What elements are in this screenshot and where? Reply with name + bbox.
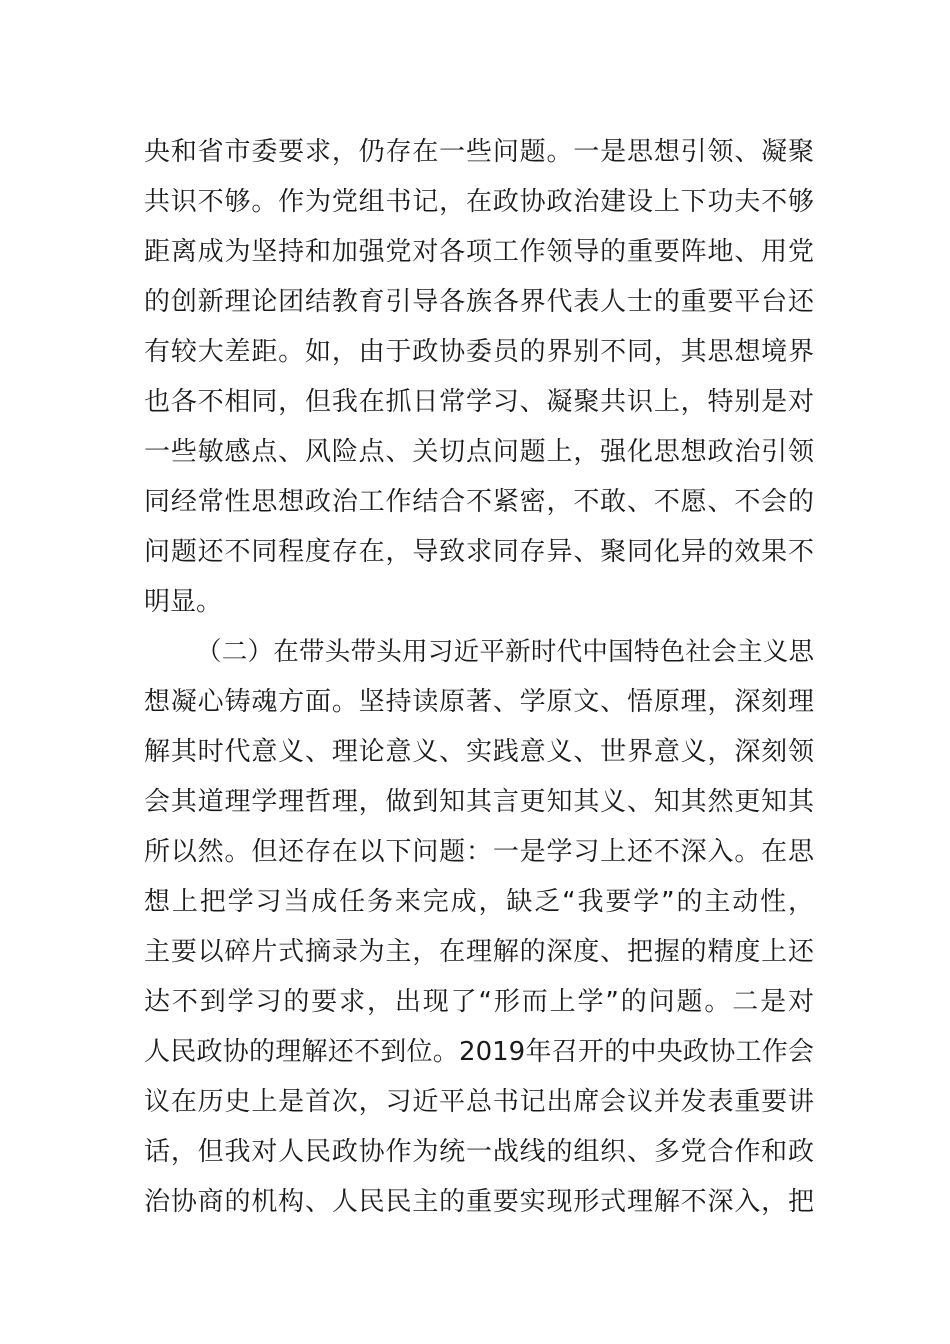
text-line: 达不到学习的要求，出现了“形而上学”的问题。二是对: [144, 987, 814, 1017]
text-line: 想凝心铸魂方面。坚持读原著、学原文、悟原理，深刻理: [144, 687, 814, 717]
text-line: 有较大差距。如，由于政协委员的界别不同，其思想境界: [144, 337, 814, 367]
text-line: 共识不够。作为党组书记，在政协政治建设上下功夫不够: [144, 187, 814, 217]
text-line: 议在历史上是首次，习近平总书记出席会议并发表重要讲: [144, 1087, 814, 1117]
text-line: 主要以碎片式摘录为主，在理解的深度、把握的精度上还: [144, 937, 814, 967]
text-line: 央和省市委要求，仍存在一些问题。一是思想引领、凝聚: [144, 137, 814, 167]
text-line: 同经常性思想政治工作结合不紧密，不敢、不愿、不会的: [144, 487, 814, 517]
text-line: 问题还不同程度存在，导致求同存异、聚同化异的效果不: [144, 537, 814, 567]
text-line: 话，但我对人民政协作为统一战线的组织、多党合作和政: [144, 1137, 814, 1167]
text-line: 的创新理论团结教育引导各族各界代表人士的重要平台还: [144, 287, 814, 317]
text-line: 一些敏感点、风险点、关切点问题上，强化思想政治引领: [144, 437, 814, 467]
text-line: 也各不相同，但我在抓日常学习、凝聚共识上，特别是对: [144, 387, 814, 417]
text-line: 明显。: [144, 587, 223, 617]
text-line: 人民政协的理解还不到位。2019年召开的中央政协工作会: [144, 1037, 814, 1067]
section-heading-line: （二）在带头带头用习近平新时代中国特色社会主义思: [196, 637, 814, 667]
text-line: 所以然。但还存在以下问题：一是学习上还不深入。在思: [144, 837, 814, 867]
text-line: 距离成为坚持和加强党对各项工作领导的重要阵地、用党: [144, 237, 814, 267]
text-line: 会其道理学理哲理，做到知其言更知其义、知其然更知其: [144, 787, 814, 817]
text-line: 治协商的机构、人民民主的重要实现形式理解不深入，把: [144, 1187, 814, 1217]
text-line: 想上把学习当成任务来完成，缺乏“我要学”的主动性，: [144, 887, 814, 917]
text-line: 解其时代意义、理论意义、实践意义、世界意义，深刻领: [144, 737, 814, 767]
